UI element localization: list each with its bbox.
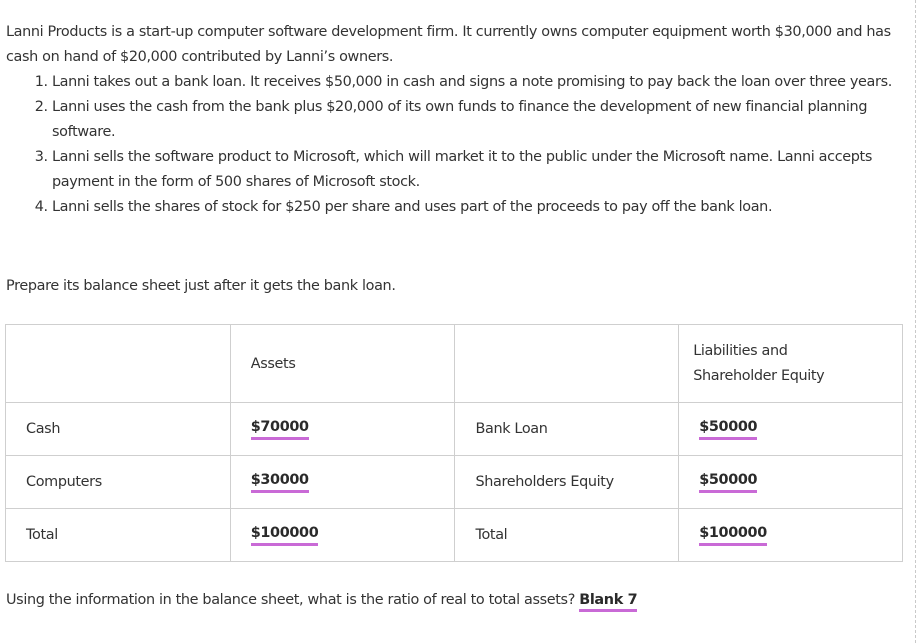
header-liabilities-line1: Liabilities and xyxy=(693,342,788,359)
asset-value-answer[interactable]: $30000 xyxy=(251,471,309,493)
asset-label: Total xyxy=(6,509,231,562)
problem-intro xyxy=(6,20,896,220)
step-item: 1. Lanni takes out a bank loan. It receives $50,000 in cash and signs a note promising to pay back the loan over three years. xyxy=(52,70,896,95)
step-item: 4. Lanni sells the shares of stock for $250 per share and uses part of the proceeds to pay off the bank loan. xyxy=(52,195,896,220)
asset-label: Computers xyxy=(6,456,231,509)
asset-value-cell xyxy=(230,456,455,509)
table-row xyxy=(6,509,903,562)
blank-answer[interactable]: Blank 7 xyxy=(579,592,637,612)
liability-label: Shareholders Equity xyxy=(455,456,679,509)
question xyxy=(6,588,637,613)
table-header-row xyxy=(6,325,903,403)
step-item: 2. Lanni uses the cash from the bank plus $20,000 of its own funds to finance the development of new financial planning software. xyxy=(52,95,896,145)
asset-value-answer[interactable]: $70000 xyxy=(251,418,309,440)
header-assets: Assets xyxy=(230,325,455,403)
question-text: Using the information in the balance sheet, what is the ratio of real to total assets? xyxy=(6,592,575,608)
liability-value-cell xyxy=(679,403,903,456)
task-prompt: Prepare its balance sheet just after it gets the bank loan. xyxy=(6,278,396,294)
asset-value-answer[interactable]: $100000 xyxy=(251,524,319,546)
asset-value-cell xyxy=(230,509,455,562)
liability-value-answer[interactable]: $100000 xyxy=(699,524,767,546)
liability-value-answer[interactable]: $50000 xyxy=(699,471,757,493)
header-liabilities xyxy=(679,325,903,403)
liability-value-cell xyxy=(679,509,903,562)
step-item: 3. Lanni sells the software product to Microsoft, which will market it to the public under the Microsoft name. Lanni accepts payment in the form of 500 shares of Microsoft stock. xyxy=(52,145,896,195)
asset-value-cell xyxy=(230,403,455,456)
header-liabilities-line2: Shareholder Equity xyxy=(693,367,825,384)
header-empty-cell xyxy=(6,325,231,403)
table-row xyxy=(6,403,903,456)
right-dashed-border xyxy=(915,0,916,643)
header-empty-cell xyxy=(455,325,679,403)
asset-label: Cash xyxy=(6,403,231,456)
liability-value-cell xyxy=(679,456,903,509)
liability-label: Total xyxy=(455,509,679,562)
liability-value-answer[interactable]: $50000 xyxy=(699,418,757,440)
intro-paragraph: Lanni Products is a start-up computer software development firm. It currently owns computer equipment worth $30,000 and has cash on hand of $20,000 contributed by Lanni’s owners. xyxy=(6,24,891,65)
balance-sheet-table xyxy=(5,324,903,562)
liability-label: Bank Loan xyxy=(455,403,679,456)
steps-list xyxy=(6,70,896,220)
table-row xyxy=(6,456,903,509)
